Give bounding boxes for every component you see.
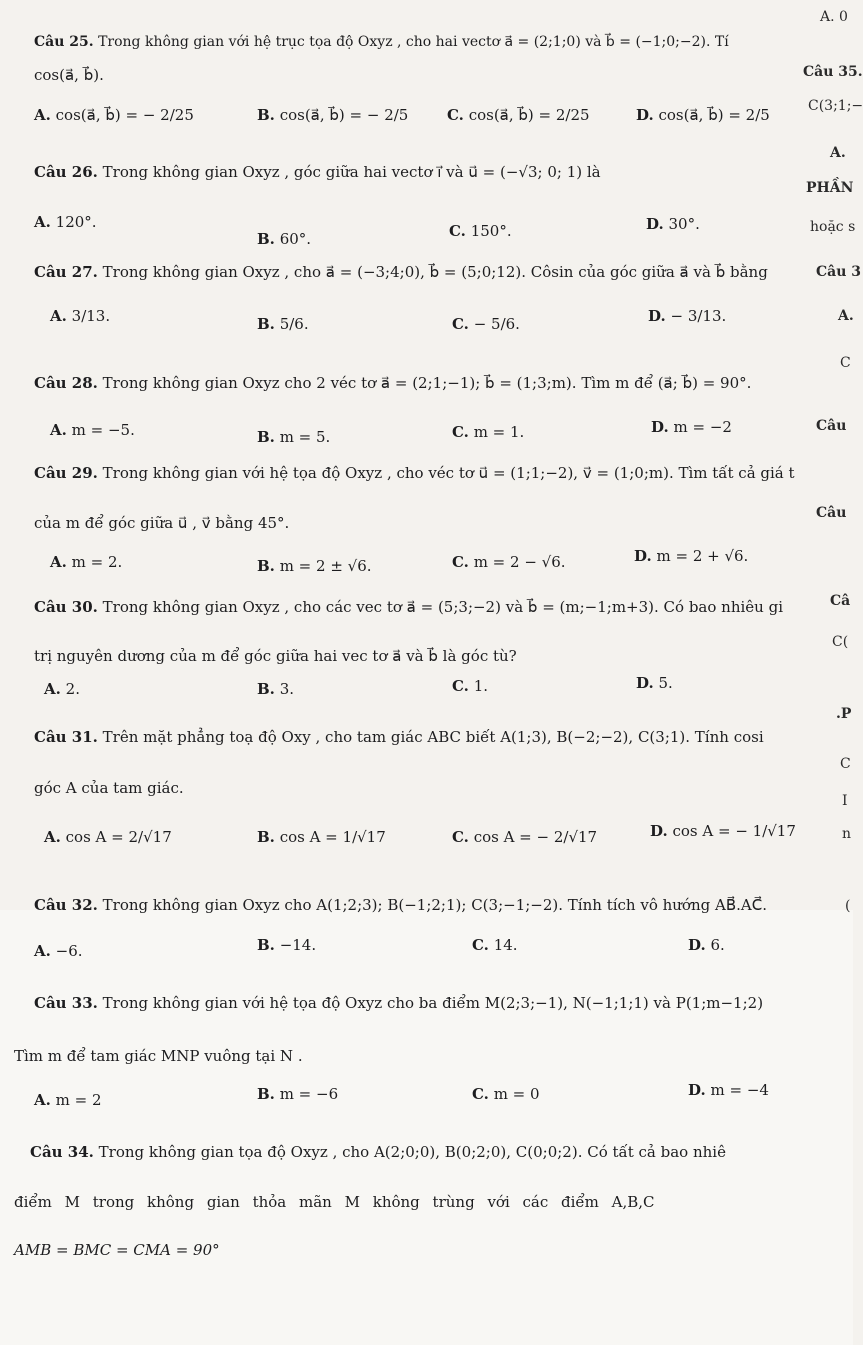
- question-32-stem: Câu 32. Trong không gian Oxyz cho A(1;2;3); B(−1;2;1); C(3;−1;−2). Tính tích vô hướng AB⃗.AC⃗.: [34, 896, 767, 914]
- edge-fragment: C(3;1;−: [808, 98, 863, 114]
- option-a: A. 2.: [44, 680, 80, 698]
- option-c: C. 1.: [452, 677, 488, 695]
- edge-fragment: .P: [836, 706, 852, 722]
- question-34-stem-line3: AMB = BMC = CMA = 90°: [14, 1241, 220, 1259]
- question-34-stem-line2: điểm M trong không gian thỏa mãn M không trùng với các điểm A,B,C: [14, 1193, 655, 1211]
- edge-fragment: PHẦN: [806, 180, 854, 196]
- option-b: B. cos A = 1/√17: [257, 828, 386, 846]
- edge-fragment: Câu 3: [816, 264, 862, 280]
- edge-fragment: C(: [832, 634, 849, 650]
- edge-fragment: Câ: [830, 593, 851, 609]
- option-d: D. m = −2: [651, 418, 732, 436]
- edge-fragment: hoặc s: [810, 219, 856, 235]
- option-a: A. cos A = 2/√17: [44, 828, 172, 846]
- edge-fragment: A. 0: [820, 9, 848, 25]
- page-lower-area: [0, 910, 853, 1345]
- question-29-stem: Câu 29. Trong không gian với hệ tọa độ Oxyz , cho véc tơ u⃗ = (1;1;−2), v⃗ = (1;0;m). Tìm tất cả giá t: [34, 464, 795, 482]
- option-b: B. m = 5.: [257, 428, 331, 446]
- question-25-stem-line2: cos(a⃗, b⃗).: [34, 66, 104, 84]
- question-27-stem: Câu 27. Trong không gian Oxyz , cho a⃗ = (−3;4;0), b⃗ = (5;0;12). Côsin của góc giữa a⃗ và b⃗ bằng: [34, 263, 768, 281]
- question-34-stem: Câu 34. Trong không gian tọa độ Oxyz , cho A(2;0;0), B(0;2;0), C(0;0;2). Có tất cả bao nhiê: [30, 1143, 726, 1161]
- option-d: D. 6.: [688, 936, 725, 954]
- question-number: Câu 25.: [34, 34, 94, 50]
- edge-fragment: Câu 35.: [803, 64, 863, 80]
- option-d: D. m = 2 + √6.: [634, 547, 749, 565]
- option-d: D. m = −4: [688, 1081, 769, 1099]
- option-c: C. − 5/6.: [452, 315, 520, 333]
- edge-fragment: A.: [830, 145, 846, 161]
- option-c: C. 14.: [472, 936, 518, 954]
- option-d: D. cos A = − 1/√17: [650, 822, 796, 840]
- option-c: C. m = 1.: [452, 423, 525, 441]
- question-31-stem: Câu 31. Trên mặt phẳng toạ độ Oxy , cho tam giác ABC biết A(1;3), B(−2;−2), C(3;1). Tính cosi: [34, 728, 764, 746]
- option-b: B. m = −6: [257, 1085, 339, 1103]
- option-a: A. m = −5.: [50, 421, 135, 439]
- edge-fragment: C: [840, 756, 851, 772]
- option-b: B. −14.: [257, 936, 317, 954]
- option-b: B. 3.: [257, 680, 294, 698]
- edge-fragment: (: [845, 898, 851, 914]
- edge-fragment: I: [842, 793, 848, 809]
- question-33-stem-line2: Tìm m để tam giác MNP vuông tại N .: [14, 1047, 303, 1065]
- option-c: C. m = 2 − √6.: [452, 553, 566, 571]
- option-d: D. 5.: [636, 674, 673, 692]
- question-25-stem: Câu 25. Trong không gian với hệ trục tọa độ Oxyz , cho hai vectơ a⃗ = (2;1;0) và b⃗ = (−1;0;−2). Tí: [34, 34, 729, 50]
- option-a: A. 120°.: [34, 213, 97, 231]
- option-a: A. −6.: [34, 942, 83, 960]
- option-d: D. cos(a⃗, b⃗) = 2/5: [636, 106, 770, 124]
- edge-fragment: C: [840, 355, 851, 371]
- option-b: B. 5/6.: [257, 315, 309, 333]
- option-a: A. 3/13.: [50, 307, 111, 325]
- question-33-stem: Câu 33. Trong không gian với hệ tọa độ Oxyz cho ba điểm M(2;3;−1), N(−1;1;1) và P(1;m−1;2): [34, 994, 764, 1012]
- option-c: C. cos(a⃗, b⃗) = 2/25: [447, 106, 590, 124]
- option-b: B. 60°.: [257, 230, 312, 248]
- option-a: A. cos(a⃗, b⃗) = − 2/25: [34, 106, 194, 124]
- option-b: B. m = 2 ± √6.: [257, 557, 372, 575]
- option-c: C. cos A = − 2/√17: [452, 828, 598, 846]
- question-30-stem-line2: trị nguyên dương của m để góc giữa hai vec tơ a⃗ và b⃗ là góc tù?: [34, 647, 517, 665]
- option-d: D. − 3/13.: [648, 307, 727, 325]
- option-c: C. 150°.: [449, 222, 512, 240]
- question-29-stem-line2: của m để góc giữa u⃗ , v⃗ bằng 45°.: [34, 514, 290, 532]
- option-a: A. m = 2.: [50, 553, 123, 571]
- edge-fragment: Câu: [816, 418, 847, 434]
- option-c: C. m = 0: [472, 1085, 540, 1103]
- edge-fragment: Câu: [816, 505, 847, 521]
- option-d: D. 30°.: [646, 215, 700, 233]
- question-30-stem: Câu 30. Trong không gian Oxyz , cho các vec tơ a⃗ = (5;3;−2) và b⃗ = (m;−1;m+3). Có bao nhiêu gi: [34, 598, 783, 616]
- option-b: B. cos(a⃗, b⃗) = − 2/5: [257, 106, 409, 124]
- question-28-stem: Câu 28. Trong không gian Oxyz cho 2 véc tơ a⃗ = (2;1;−1); b⃗ = (1;3;m). Tìm m để (a⃗; b⃗) = 90°.: [34, 374, 752, 392]
- question-26-stem: Câu 26. Trong không gian Oxyz , góc giữa hai vectơ i⃗ và u⃗ = (−√3; 0; 1) là: [34, 163, 601, 181]
- edge-fragment: n: [842, 826, 852, 842]
- question-31-stem-line2: góc A của tam giác.: [34, 779, 184, 797]
- option-a: A. m = 2: [34, 1091, 102, 1109]
- edge-fragment: A.: [838, 308, 854, 324]
